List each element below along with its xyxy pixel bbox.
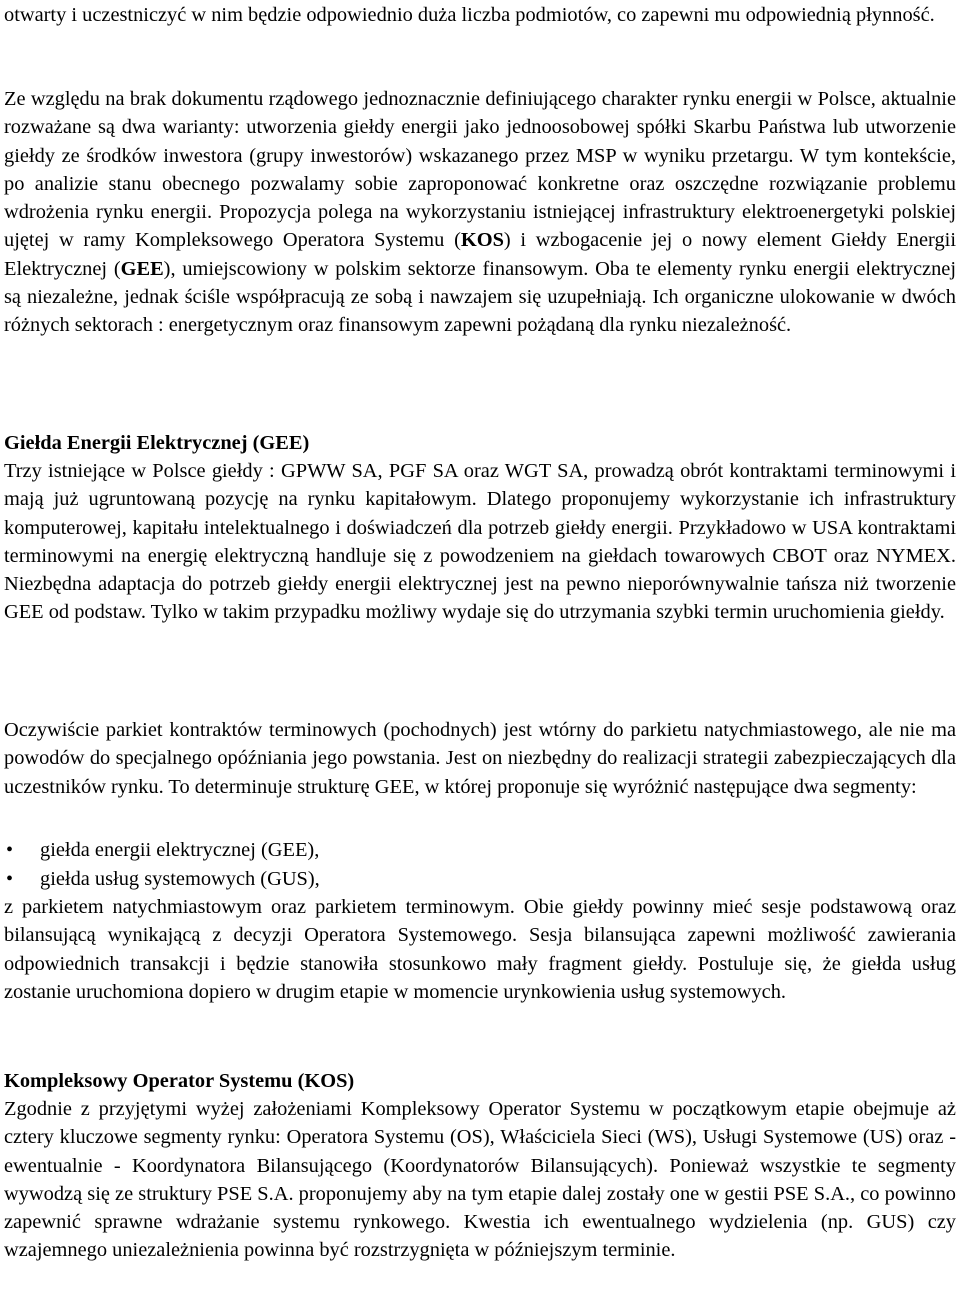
paragraph-variants-text-b: ) i wzbogacenie jej o nowy element Giełdy Energii Elektrycznej ( <box>4 229 956 280</box>
kos-abbrev: KOS <box>460 229 504 252</box>
paragraph-variants <box>4 85 956 340</box>
list-item-text: giełda energii elektrycznej (GEE), <box>40 839 320 861</box>
heading-kos: Kompleksowy Operator Systemu (KOS) <box>4 1070 355 1092</box>
segments-list <box>4 836 956 893</box>
list-item <box>4 836 956 865</box>
bullet-icon: • <box>6 839 14 861</box>
bullet-icon: • <box>6 867 14 890</box>
paragraph-liquidity: otwarty i uczestniczyć w nim będzie odpowiednio duża liczba podmiotów, co zapewni mu odpowiednią płynność. <box>4 4 935 26</box>
list-item <box>4 865 956 894</box>
list-item-text: giełda usług systemowych (GUS), <box>40 867 320 890</box>
paragraph-futures: Oczywiście parkiet kontraktów terminowych (pochodnych) jest wtórny do parkietu natychmiastowego, ale nie ma powodów do specjalnego opóźniania jego powstania. Jest on niezbędny do realizacji strategii zabezpieczających dla uczestników rynku. To determinuje strukturę GEE, w której proponuje się wyróżnić następujące dwa segmenty: <box>4 719 956 798</box>
paragraph-variants-text-c: ), umiejscowiony w polskim sektorze finansowym. Oba te elementy rynku energii elektrycznej są niezależne, jednak ściśle współpracują ze sobą i nawzajem się uzupełniają. Ich organiczne ulokowanie w dwóch różnych sektorach : energetycznym oraz finansowym zapewni pożądaną dla rynku niezależność. <box>4 257 956 337</box>
paragraph-exchanges: Trzy istniejące w Polsce giełdy : GPWW SA, PGF SA oraz WGT SA, prowadzą obrót kontraktami terminowymi i mają już ugruntowaną pozycję na rynku kapitałowym. Dlatego proponujemy wykorzystanie ich infrastruktury komputerowej, kapitału intelektualnego i doświadczeń dla potrzeb giełdy energii. Przykładowo w USA kontraktami terminowymi na energię elektryczną handluje się z powodzeniem na giełdach towarowych CBOT oraz NYMEX. Niezbędna adaptacja do potrzeb giełdy energii elektrycznej jest na pewno nieporównywalnie tańsza niż tworzenie GEE od podstaw. Tylko w takim przypadku możliwy wydaje się do utrzymania szybki termin uruchomienia giełdy. <box>4 460 956 624</box>
paragraph-kos: Zgodnie z przyjętymi wyżej założeniami Kompleksowy Operator Systemu w początkowym etapie obejmuje aż cztery kluczowe segmenty rynku: Operatora Systemu (OS), Właściciela Sieci (WS), Usługi Systemowe (US) oraz - ewentualnie - Koordynatora Bilansującego (Koordynatorów Bilansujących). Ponieważ wszystkie te segmenty wywodzą się ze struktury PSE S.A. proponujemy aby na tym etapie dalej zostały one w gestii PSE S.A., co powinno zapewnić sprawne wdrażanie systemu rynkowego. Kwestia ich ewentualnego wydzielenia (np. GUS) czy wzajemnego uniezależnienia powinna być rozstrzygnięta w późniejszym terminie. <box>4 1098 956 1262</box>
gee-abbrev: GEE <box>120 257 164 280</box>
paragraph-sessions: z parkietem natychmiastowym oraz parkietem terminowym. Obie giełdy powinny mieć sesje podstawową oraz bilansującą wynikającą z decyzji Operatora Systemowego. Sesja bilansująca zapewni możliwość zawierania odpowiednich transakcji i będzie stanowiła stosunkowo mały fragment giełdy. Postuluje się, że giełda usług zostanie uruchomiona dopiero w drugim etapie w momencie urynkowienia usług systemowych. <box>4 896 956 1003</box>
heading-gee: Giełda Energii Elektrycznej (GEE) <box>4 432 310 454</box>
paragraph-variants-text-a: Ze względu na brak dokumentu rządowego jednoznacznie definiującego charakter rynku energii w Polsce, aktualnie rozważane są dwa warianty: utworzenia giełdy energii jako jednoosobowej spółki Skarbu Państwa lub utworzenie giełdy ze środków inwestora (grupy inwestorów) wskazanego przez MSP w wyniku przetargu. W tym kontekście, po analizie stanu obecnego pozwalamy sobie zaproponować konkretne oraz oszczędne rozwiązanie problemu wdrożenia rynku energii. Propozycja polega na wykorzystaniu istniejącej infrastruktury elektroenergetyki polskiej ujętej w ramy Kompleksowego Operatora Systemu ( <box>4 88 956 252</box>
